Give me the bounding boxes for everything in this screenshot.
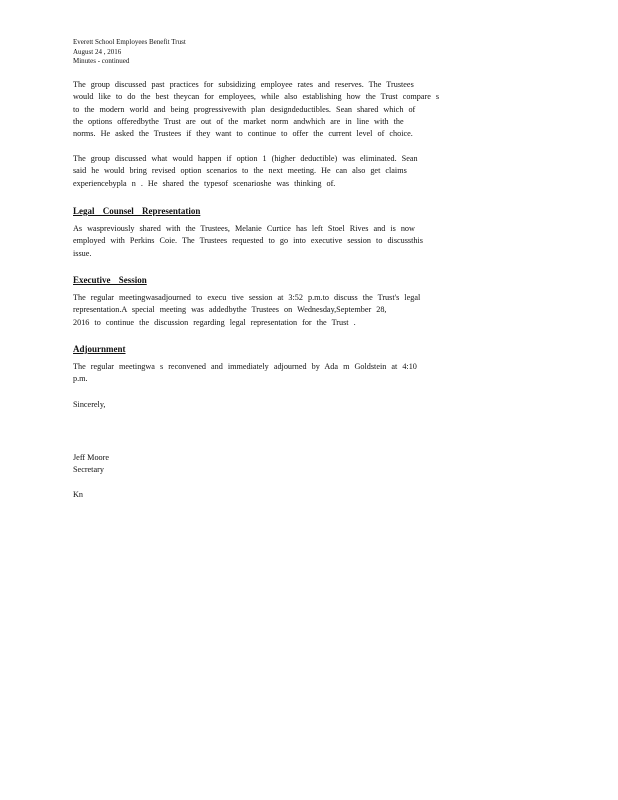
header-minutes-label: Minutes - continued (73, 57, 130, 65)
document-header (73, 38, 186, 67)
signatory-name: Jeff Moore (73, 453, 109, 462)
paragraph-line: employed with Perkins Coie. The Trustees requested to go into executive session to discussthis (73, 236, 423, 246)
paragraph-line: norms. He asked the Trustees if they want to continue to offer the current level of choice. (73, 129, 413, 139)
paragraph-line: issue. (73, 248, 92, 258)
paragraph-line: the options offeredbythe Trust are out of the market norm andwhich are in line with the (73, 116, 404, 126)
paragraph-line: The group discussed what would happen if option 1 (higher deductible) was eliminated. Sean (73, 154, 418, 163)
paragraph-legal-counsel (73, 223, 521, 260)
heading-adjournment: Adjournment (73, 344, 126, 354)
signatory-title: Secretary (73, 465, 104, 474)
paragraph-line: said he would bring revised option scenarios to the next meeting. He can also get claims (73, 166, 407, 176)
paragraph-option-scenarios (73, 153, 521, 190)
paragraph-subsidizing-rates (73, 79, 521, 140)
paragraph-line: The group discussed past practices for subsidizing employee rates and reserves. The Trustees (73, 80, 414, 89)
header-date: August 24 , 2016 (73, 47, 122, 56)
paragraph-adjournment (73, 361, 521, 386)
paragraph-line: The regular meetingwasadjourned to execu tive session at 3:52 p.m.to discuss the Trust's legal (73, 293, 421, 302)
paragraph-line: would like to do the best theycan for employees, while also establishing how the Trust compare s (73, 92, 440, 102)
paragraph-line: The regular meetingwa s reconvened and immediately adjourned by Ada m Goldstein at 4:10 (73, 362, 417, 371)
paragraph-line: As waspreviously shared with the Trustees, Melanie Curtice has left Stoel Rives and is now (73, 224, 415, 233)
paragraph-line: 2016 to continue the discussion regarding legal representation for the Trust . (73, 317, 356, 327)
heading-legal-counsel: Legal Counsel Representation (73, 206, 201, 216)
paragraph-line: representation.A special meeting was addedbythe Trustees on Wednesday,September 28, (73, 305, 387, 315)
typist-initials: Kn (73, 490, 84, 499)
paragraph-line: to the modern world and being progressivewith plan designdeductibles. Sean shared which of (73, 104, 416, 114)
paragraph-line: experiencebypla n . He shared the typesof scenarioshe was thinking of. (73, 178, 336, 188)
heading-executive-session: Executive Session (73, 275, 147, 285)
closing-salutation: Sincerely, (73, 400, 106, 409)
header-organization: Everett School Employees Benefit Trust (73, 38, 186, 46)
paragraph-line: p.m. (73, 374, 88, 384)
paragraph-executive-session (73, 292, 521, 329)
